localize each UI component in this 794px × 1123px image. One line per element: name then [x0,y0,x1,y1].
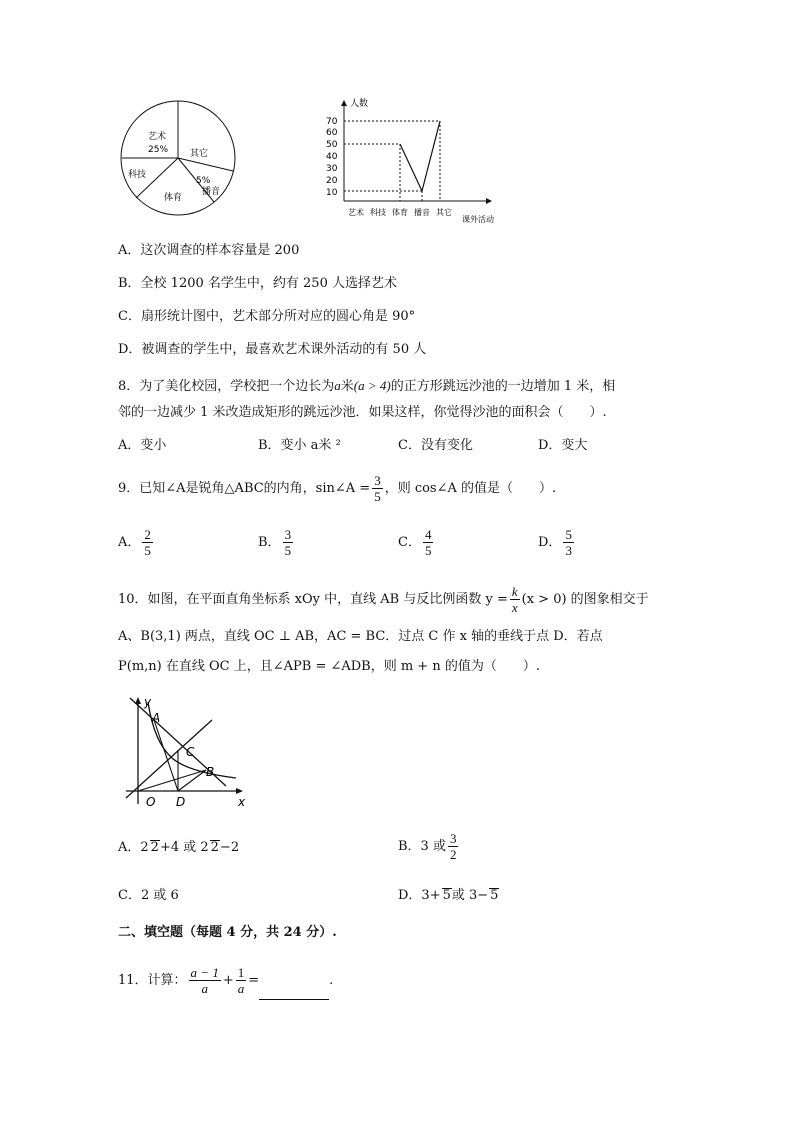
q8-text-a: 8．为了美化校园，学校把一个边长为 [118,379,335,394]
ytick-30: 30 [326,164,338,174]
fig-label-x: x [238,795,246,809]
q10-option-a [118,838,239,858]
pie-label-other: 其它 [190,149,209,159]
q10-figure [120,692,256,812]
q9-option-a-den: 5 [144,543,151,558]
q11-answer-blank[interactable] [259,985,329,1000]
q7-option-c: C．扇形统计图中，艺术部分所对应的圆心角是 90° [118,309,416,324]
fig-label-c: C [186,745,195,759]
q9-option-d [538,524,576,562]
q10-option-d-radicand2: 5 [490,888,499,903]
q9-option-a-num: 2 [144,527,151,542]
xtick-sports: 体育 [392,208,408,217]
q10-option-a-post: −2 [219,840,240,855]
sqrt-icon [489,888,499,903]
fig-label-y: y [144,695,152,709]
q9-option-b-label: B． [258,535,281,550]
q7-option-a: A．这次调查的样本容量是 200 [118,243,300,258]
q9-option-c-frac [423,527,434,558]
q11-frac1 [189,965,221,996]
q9-option-b-frac [283,527,294,558]
q10-option-a-radicand2: 2 [210,840,219,855]
q11-n2: 1 [237,965,245,980]
fig-label-d: D [176,795,186,809]
q10-text-a: 10．如图，在平面直角坐标系 xOy 中，直线 AB 与反比例函数 y = [118,592,508,607]
pie-divider-2 [178,158,233,171]
q9-option-b [258,524,295,562]
pie-label-sports: 体育 [164,193,183,203]
q8-option-c: C．没有变化 [398,438,473,453]
q9-den: 5 [374,489,381,504]
fig-label-a: A [152,711,161,725]
pie-chart [118,98,242,218]
q8-option-a: A．变小 [118,438,167,453]
q9-option-b-den: 5 [284,543,292,558]
x-axis-label: 课外活动 [462,215,494,224]
q9-num: 3 [374,473,381,488]
q11-pre: 11．计算： [118,973,187,988]
q11-post: . [329,973,334,988]
q10-stem-line3: P(m,n) 在直线 OC 上，且∠APB = ∠ADB，则 m + n 的值为（ ）. [118,659,540,674]
q10-option-a-pre: A．2 [118,840,149,855]
fig-label-o: O [146,795,156,809]
q10-option-b [398,828,460,866]
q8-stem-line2: 邻的一边减少 1 米改造成矩形的跳远沙池．如果这样，你觉得沙池的面积会（ ）. [118,405,607,420]
q9-option-c-den: 5 [424,543,432,558]
q10-stem-line1 [118,581,649,619]
q10-text-b: (x > 0) 的图象相交于 [521,592,649,607]
pie-label-broadcast-pct: 5% [196,176,211,186]
q10-option-d-mid: 或 3− [451,888,489,903]
q10-k: k [511,584,518,599]
q9-text-b: ，则 cos∠A 的值是（ ）. [384,481,557,496]
q10-option-b-den: 2 [449,847,457,862]
q11-plus: + [222,973,234,988]
fig-x-arrow [236,788,243,794]
q11-eq: = [248,973,260,988]
q11-d1: a [201,981,208,996]
q10-option-a-mid: +4 或 2 [159,840,209,855]
q11-frac2 [236,965,247,996]
q9-stem [118,470,556,508]
ytick-10: 10 [326,188,338,198]
q10-option-d [398,886,499,906]
y-axis-arrow [341,100,347,106]
section-2-heading: 二、填空题（每题 4 分，共 24 分）. [118,925,337,940]
xtick-art: 艺术 [348,208,364,217]
y-axis-label: 人数 [350,99,369,109]
x-axis-arrow [486,198,492,204]
q10-option-d-radicand1: 5 [442,888,451,903]
q10-option-b-frac [448,831,459,862]
q10-k-over-x [510,584,520,615]
q9-option-c-num: 4 [424,527,432,542]
q9-text-a: 9．已知∠A是锐角△ABC的内角，sin∠A = [118,481,371,496]
xtick-tech: 科技 [370,208,386,217]
fig-line-oc [126,720,215,798]
q9-option-a [118,524,155,562]
pie-label-broadcast: 播音 [202,187,221,197]
q11-d2: a [237,981,245,996]
q10-option-b-pre: B．3 或 [398,839,446,854]
q9-option-c [398,524,435,562]
q9-option-d-den: 3 [565,543,572,558]
q8-option-b: B．变小 a米 ² [258,438,341,453]
ytick-50: 50 [326,140,338,150]
q9-option-a-label: A． [118,535,141,550]
fig-label-b: B [206,765,215,779]
ytick-60: 60 [326,128,338,138]
pie-label-tech: 科技 [128,170,147,180]
line-chart [318,92,508,232]
q8-option-d: D．变大 [538,438,588,453]
q8-var-a: a [334,378,341,393]
q8-text-c: 的正方形跳远沙池的一边增加 1 米，相 [390,379,616,394]
sqrt-icon [442,888,452,903]
q10-stem-line2: A、B(3,1) 两点，直线 OC ⊥ AB，AC = BC．过点 C 作 x 轴的垂线于点 D．若点 [118,629,603,644]
pie-label-art: 艺术 [148,132,167,142]
ytick-40: 40 [326,152,338,162]
fig-seg-db [178,770,206,791]
ytick-20: 20 [326,176,338,186]
xtick-broadcast: 播音 [414,208,430,217]
sqrt-icon [210,840,220,855]
q7-option-d: D．被调查的学生中，最喜欢艺术课外活动的有 50 人 [118,342,427,357]
q10-option-d-pre: D．3+ [398,888,441,903]
q10-option-b-num: 3 [449,831,457,846]
q9-fraction [372,473,383,504]
q9-option-d-frac [563,527,574,558]
q8-condition: (a > 4) [353,378,391,393]
xtick-other: 其它 [436,208,452,217]
sqrt-icon [150,840,160,855]
q9-option-b-num: 3 [284,527,292,542]
q10-option-c: C．2 或 6 [118,888,179,903]
data-line [400,121,440,191]
pie-label-art-pct: 25% [148,145,169,155]
q10-option-a-radicand1: 2 [150,840,159,855]
ytick-70: 70 [326,117,338,127]
q11 [118,962,333,1000]
q8-text-b: 米 [340,379,354,394]
q8-stem-line1 [118,376,615,397]
q10-x: x [511,600,518,615]
q9-option-d-num: 5 [565,527,572,542]
q9-option-a-frac [142,527,153,558]
q9-option-d-label: D． [538,535,562,550]
q9-option-c-label: C． [398,535,421,550]
q11-n1: a − 1 [190,965,219,980]
q7-option-b: B．全校 1200 名学生中，约有 250 人选择艺术 [118,276,397,291]
